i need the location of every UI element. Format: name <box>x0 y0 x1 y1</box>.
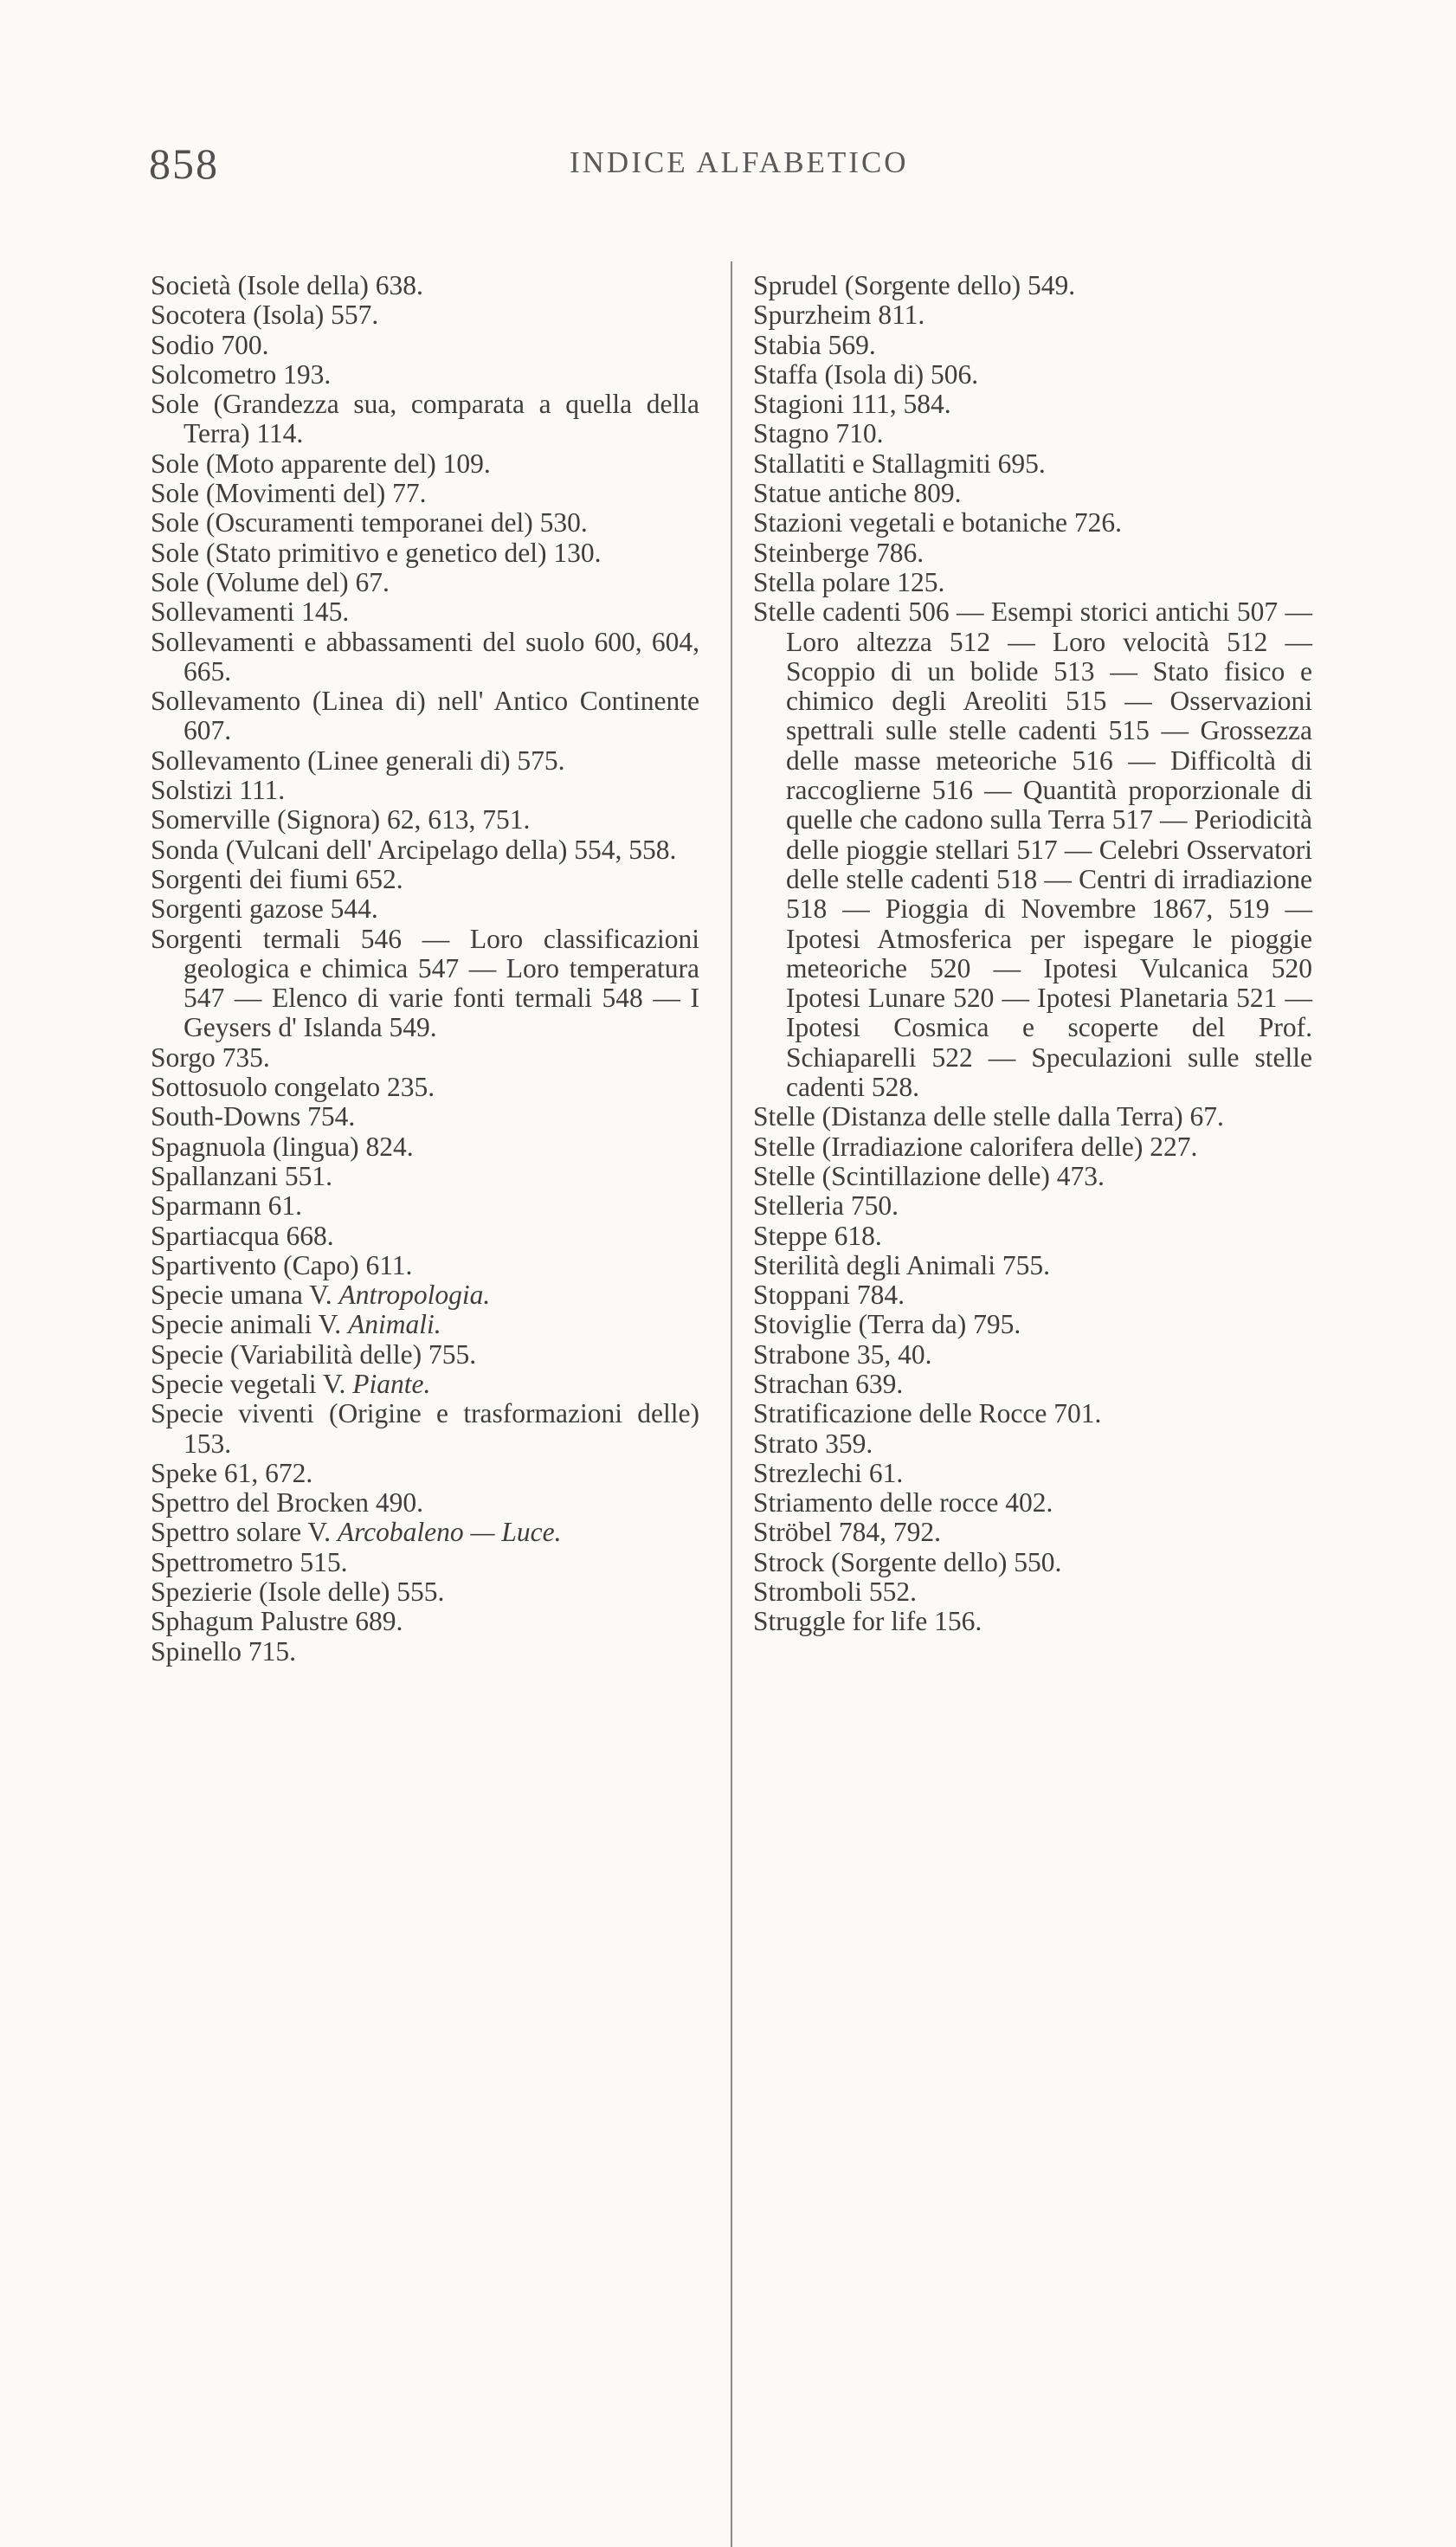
index-entry-text: Spagnuola (lingua) 824. <box>151 1131 414 1162</box>
index-entry <box>753 568 1312 597</box>
index-entry-cross-reference: Antropologia. <box>338 1280 491 1311</box>
index-entry-text: Spezierie (Isole delle) 555. <box>151 1577 445 1608</box>
index-entry-text: Stelle (Distanza delle stelle dalla Terra) 67. <box>753 1101 1224 1132</box>
index-entry-text: Sole (Oscuramenti temporanei del) 530. <box>151 507 588 538</box>
index-entry-text: Stratificazione delle Rocce 701. <box>753 1398 1102 1429</box>
index-entry-text: Sottosuolo congelato 235. <box>151 1072 435 1103</box>
index-entry <box>753 331 1312 360</box>
index-entry <box>753 1488 1312 1518</box>
index-entry <box>151 449 699 479</box>
index-entry <box>753 1162 1312 1191</box>
index-entry <box>151 538 699 568</box>
index-entry-text: Sorgenti dei fiumi 652. <box>151 863 403 894</box>
index-entry-text: Stallatiti e Stallagmiti 695. <box>753 448 1046 479</box>
index-entry-text: Spurzheim 811. <box>753 300 925 331</box>
index-entry-text: Strabone 35, 40. <box>753 1338 932 1370</box>
index-entry-text: Sollevamenti e abbassamenti del suolo 600, 604, 665. <box>151 626 699 687</box>
index-entry-text: Stagioni 111, 584. <box>753 389 951 420</box>
index-entry-text: Ströbel 784, 792. <box>753 1517 941 1548</box>
index-entry-text: Strato 359. <box>753 1428 873 1459</box>
index-column-right <box>753 271 1312 1637</box>
index-entry <box>151 628 699 687</box>
index-entry <box>151 776 699 805</box>
index-entry <box>151 597 699 627</box>
index-entry <box>753 479 1312 508</box>
index-entry-text: Sole (Stato primitivo e genetico del) 130. <box>151 537 602 568</box>
index-entry <box>753 1280 1312 1310</box>
index-entry <box>151 508 699 538</box>
index-entry <box>151 1607 699 1636</box>
index-entry-text: Staffa (Isola di) 506. <box>753 358 979 390</box>
index-entry <box>151 360 699 390</box>
index-entry-text: Struggle for life 156. <box>753 1606 982 1637</box>
index-entry <box>151 1102 699 1132</box>
index-entry-text: Stella polare 125. <box>753 566 945 597</box>
index-entry-text: Specie viventi (Origine e trasformazioni delle) 153. <box>151 1398 699 1459</box>
index-entry-text: Stoviglie (Terra da) 795. <box>753 1309 1021 1340</box>
index-entry-text: Speke 61, 672. <box>151 1457 313 1488</box>
index-entry-text: Stagno 710. <box>753 418 884 449</box>
index-entry <box>151 865 699 894</box>
index-entry-text: Sole (Grandezza sua, comparata a quella della Terra) 114. <box>151 389 699 449</box>
index-entry <box>151 1370 699 1399</box>
index-entry <box>151 1043 699 1073</box>
index-entry-text: Spartivento (Capo) 611. <box>151 1249 413 1280</box>
index-entry <box>151 1548 699 1577</box>
index-entry <box>753 419 1312 448</box>
index-entry-cross-reference: Piante. <box>352 1368 431 1399</box>
index-entry-cross-reference: Animali. <box>348 1309 441 1340</box>
index-entry <box>151 1073 699 1102</box>
index-entry <box>151 835 699 865</box>
index-entry <box>753 300 1312 330</box>
index-entry-text: Strachan 639. <box>753 1368 904 1399</box>
page-number: 858 <box>149 139 219 188</box>
index-entry-text: Steinberge 786. <box>753 537 924 568</box>
index-entry <box>151 390 699 449</box>
column-divider <box>731 261 732 2547</box>
index-entry-text: Stelle (Irradiazione calorifera delle) 227. <box>753 1131 1198 1162</box>
page-header <box>0 139 1456 190</box>
index-entry <box>151 1488 699 1518</box>
index-entry-text: Sterilità degli Animali 755. <box>753 1249 1050 1280</box>
index-entry <box>151 1459 699 1488</box>
index-entry-text: Sphagum Palustre 689. <box>151 1606 403 1637</box>
index-entry-text: Somerville (Signora) 62, 613, 751. <box>151 804 531 835</box>
index-entry-text: Specie animali V. <box>151 1309 342 1340</box>
index-entry-text: Striamento delle rocce 402. <box>753 1487 1053 1519</box>
index-entry-text: Spartiacqua 668. <box>151 1220 334 1251</box>
index-entry <box>753 271 1312 300</box>
index-entry-text: Stelle cadenti 506 — Esempi storici antichi 507 — Loro altezza 512 — Loro velocità 512 — Scoppio di un bolide 513 — Stato fisico e chimico degli Areoliti 515 — Osservazioni spettrali sulle stelle cadenti 515 — Grossezza delle masse meteoriche 516 — Difficoltà di raccoglierne 516 — Quantità proporzionale di quelle che cadono sulla Terra 517 — Periodicità delle pioggie stellari 517 — Celebri Osservatori delle stelle cadenti 518 — Centri di irradiazione 518 — Pioggia di Novembre 1867, 519 — Ipotesi Atmosferica per ispegare le pioggie meteoriche 520 — Ipotesi Vulcanica 520 Ipotesi Lunare 520 — Ipotesi Planetaria 521 — Ipotesi Cosmica e scoperte del Prof. Schiaparelli 522 — Speculazioni sulle stelle cadenti 528. <box>753 596 1312 1103</box>
index-entry-text: Strezlechi 61. <box>753 1457 904 1488</box>
running-title: INDICE ALFABETICO <box>570 145 909 179</box>
index-entry <box>753 1429 1312 1459</box>
index-entry-text: Sollevamento (Linee generali di) 575. <box>151 745 565 776</box>
index-entry-text: Stelle (Scintillazione delle) 473. <box>753 1160 1105 1191</box>
index-entry <box>151 894 699 924</box>
index-entry-text: Sorgenti termali 546 — Loro classificazioni geologica e chimica 547 — Loro temperatura 547 — Elenco di varie fonti termali 548 — I Geysers d' Islanda 549. <box>151 923 699 1043</box>
index-entry-text: Spallanzani 551. <box>151 1160 332 1191</box>
index-entry <box>151 805 699 835</box>
index-entry-text: Spinello 715. <box>151 1635 297 1667</box>
index-entry-text: Sodio 700. <box>151 329 269 360</box>
index-column-left <box>151 271 699 1667</box>
index-entry-text: Socotera (Isola) 557. <box>151 300 379 331</box>
index-entry <box>151 1637 699 1667</box>
index-entry-cross-reference: Arcobaleno — Luce. <box>337 1517 562 1548</box>
index-entry <box>151 1191 699 1221</box>
index-entry <box>753 538 1312 568</box>
index-entry <box>753 1340 1312 1370</box>
index-entry <box>753 597 1312 1102</box>
index-entry-text: Spettrometro 515. <box>151 1546 348 1577</box>
index-entry-text: Specie umana V. <box>151 1280 332 1311</box>
index-entry <box>753 1370 1312 1399</box>
index-entry <box>151 300 699 330</box>
index-entry <box>753 390 1312 419</box>
index-entry <box>753 449 1312 479</box>
index-entry-text: Società (Isole della) 638. <box>151 270 423 300</box>
index-entry <box>151 1280 699 1310</box>
index-entry-text: Sprudel (Sorgente dello) 549. <box>753 270 1076 300</box>
index-entry <box>151 568 699 597</box>
index-entry-text: Strock (Sorgente dello) 550. <box>753 1546 1062 1577</box>
index-entry <box>753 508 1312 538</box>
index-entry <box>151 1577 699 1607</box>
index-entry-text: Spettro del Brocken 490. <box>151 1487 423 1519</box>
index-entry <box>753 1459 1312 1488</box>
index-entry-text: Spettro solare V. <box>151 1517 331 1548</box>
index-entry-text: Solcometro 193. <box>151 358 332 390</box>
index-entry <box>753 1132 1312 1162</box>
index-entry <box>151 1132 699 1162</box>
index-entry-text: Sollevamenti 145. <box>151 596 350 628</box>
index-entry-text: Sorgo 735. <box>151 1041 270 1073</box>
index-entry <box>753 1399 1312 1428</box>
index-entry-text: Specie vegetali V. <box>151 1368 346 1399</box>
index-entry <box>753 1251 1312 1280</box>
index-entry <box>753 1548 1312 1577</box>
index-entry-text: Steppe 618. <box>753 1220 882 1251</box>
index-entry-text: Sole (Movimenti del) 77. <box>151 478 427 509</box>
index-entry <box>151 1310 699 1339</box>
index-entry <box>151 479 699 508</box>
index-entry <box>151 687 699 746</box>
index-entry <box>753 1222 1312 1251</box>
index-entry-text: Sparmann 61. <box>151 1190 302 1222</box>
index-entry <box>753 1607 1312 1636</box>
index-entry-text: Stabia 569. <box>753 329 876 360</box>
index-entry <box>151 1399 699 1459</box>
index-entry <box>151 925 699 1043</box>
index-entry-text: Specie (Variabilità delle) 755. <box>151 1338 477 1370</box>
index-entry-text: Stelleria 750. <box>753 1190 899 1222</box>
index-entry <box>151 1518 699 1547</box>
index-entry-text: Sole (Moto apparente del) 109. <box>151 448 491 479</box>
index-entry <box>753 360 1312 390</box>
index-entry <box>151 1251 699 1280</box>
index-entry <box>753 1518 1312 1547</box>
index-entry <box>151 1222 699 1251</box>
index-entry-text: Statue antiche 809. <box>753 478 962 509</box>
index-entry <box>753 1102 1312 1132</box>
index-entry-text: Stazioni vegetali e botaniche 726. <box>753 507 1122 538</box>
index-entry-text: Solstizi 111. <box>151 775 286 806</box>
index-entry-text: Stoppani 784. <box>753 1280 905 1311</box>
index-entry-text: South-Downs 754. <box>151 1101 356 1132</box>
index-entry <box>151 1162 699 1191</box>
index-entry-text: Sollevamento (Linea di) nell' Antico Continente 607. <box>151 686 699 746</box>
index-entry <box>151 746 699 776</box>
index-entry <box>753 1577 1312 1607</box>
index-entry <box>753 1191 1312 1221</box>
index-entry-text: Sorgenti gazose 544. <box>151 893 378 925</box>
index-entry <box>151 331 699 360</box>
index-entry-text: Sole (Volume del) 67. <box>151 566 390 597</box>
index-entry <box>151 1340 699 1370</box>
index-entry-text: Stromboli 552. <box>753 1577 918 1608</box>
index-entry <box>753 1310 1312 1339</box>
index-entry-text: Sonda (Vulcani dell' Arcipelago della) 554, 558. <box>151 834 677 865</box>
index-entry <box>151 271 699 300</box>
